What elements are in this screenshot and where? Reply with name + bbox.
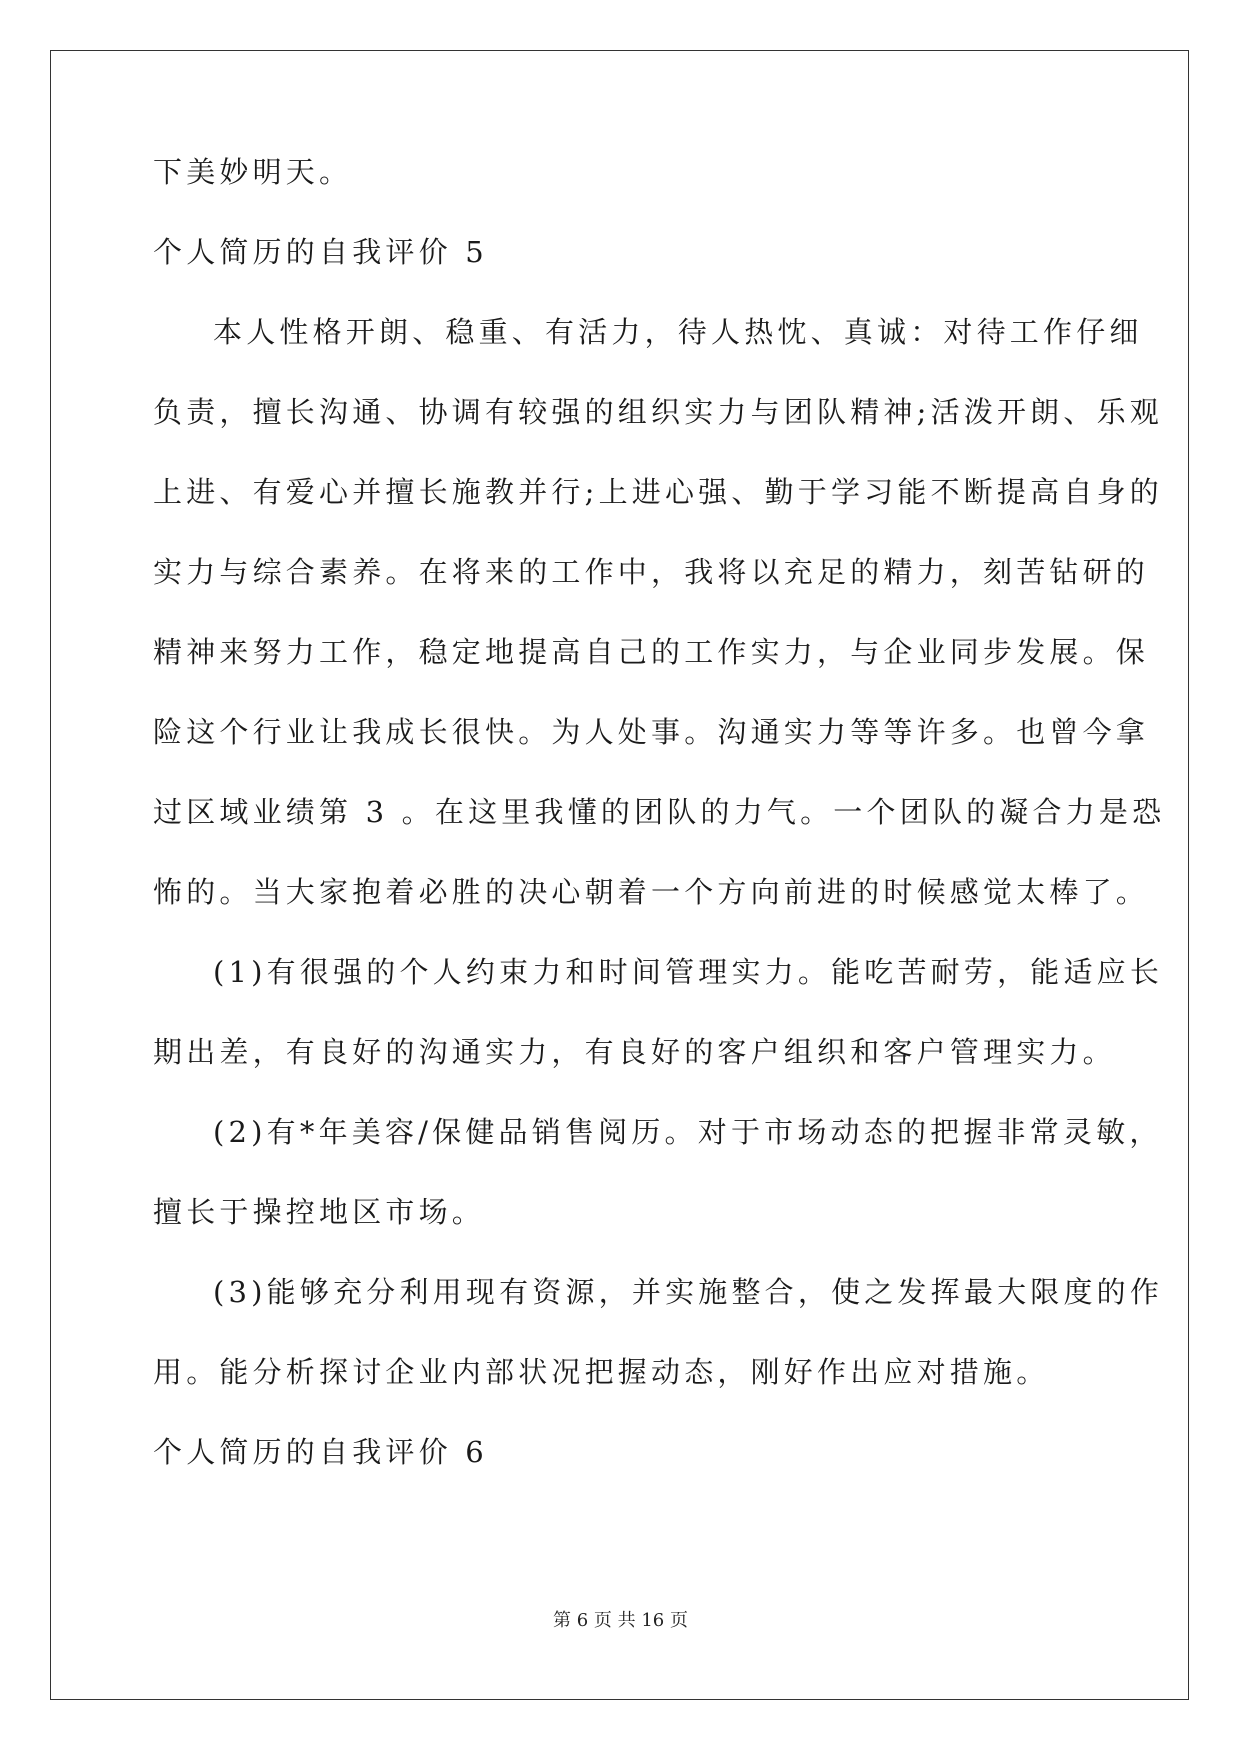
list-item-first-line: (1)有很强的个人约束力和时间管理实力。能吃苦耐劳，能适应长 bbox=[213, 955, 1164, 989]
section-heading: 个人简历的自我评价 6 bbox=[153, 1435, 488, 1469]
text-line: 下美妙明天。 bbox=[153, 155, 353, 189]
text-line: 期出差，有良好的沟通实力，有良好的客户组织和客户管理实力。 bbox=[153, 1035, 1116, 1069]
text-line: 实力与综合素养。在将来的工作中，我将以充足的精力，刻苦钻研的 bbox=[153, 555, 1150, 589]
text-line: 精神来努力工作，稳定地提高自己的工作实力，与企业同步发展。保 bbox=[153, 635, 1150, 669]
text-line: 怖的。当大家抱着必胜的决心朝着一个方向前进的时候感觉太棒了。 bbox=[153, 875, 1150, 909]
text-line: 用。能分析探讨企业内部状况把握动态，刚好作出应对措施。 bbox=[153, 1355, 1050, 1389]
list-item-first-line: (3)能够充分利用现有资源，并实施整合，使之发挥最大限度的作 bbox=[213, 1275, 1164, 1309]
text-line: 上进、有爱心并擅长施教并行;上进心强、勤于学习能不断提高自身的 bbox=[153, 475, 1163, 509]
text-line: 擅长于操控地区市场。 bbox=[153, 1195, 486, 1229]
list-item-first-line: (2)有*年美容/保健品销售阅历。对于市场动态的把握非常灵敏， bbox=[213, 1115, 1163, 1149]
text-line: 过区域业绩第 3 。在这里我懂的团队的力气。一个团队的凝合力是恐 bbox=[153, 795, 1166, 829]
page-number-footer: 第 6 页 共 16 页 bbox=[553, 1610, 688, 1631]
text-line: 险这个行业让我成长很快。为人处事。沟通实力等等许多。也曾今拿 bbox=[153, 715, 1150, 749]
text-line: 负责，擅长沟通、协调有较强的组织实力与团队精神;活泼开朗、乐观 bbox=[153, 395, 1163, 429]
paragraph-first-line: 本人性格开朗、稳重、有活力，待人热忱、真诚：对待工作仔细 bbox=[213, 315, 1143, 349]
section-heading: 个人简历的自我评价 5 bbox=[153, 235, 488, 269]
